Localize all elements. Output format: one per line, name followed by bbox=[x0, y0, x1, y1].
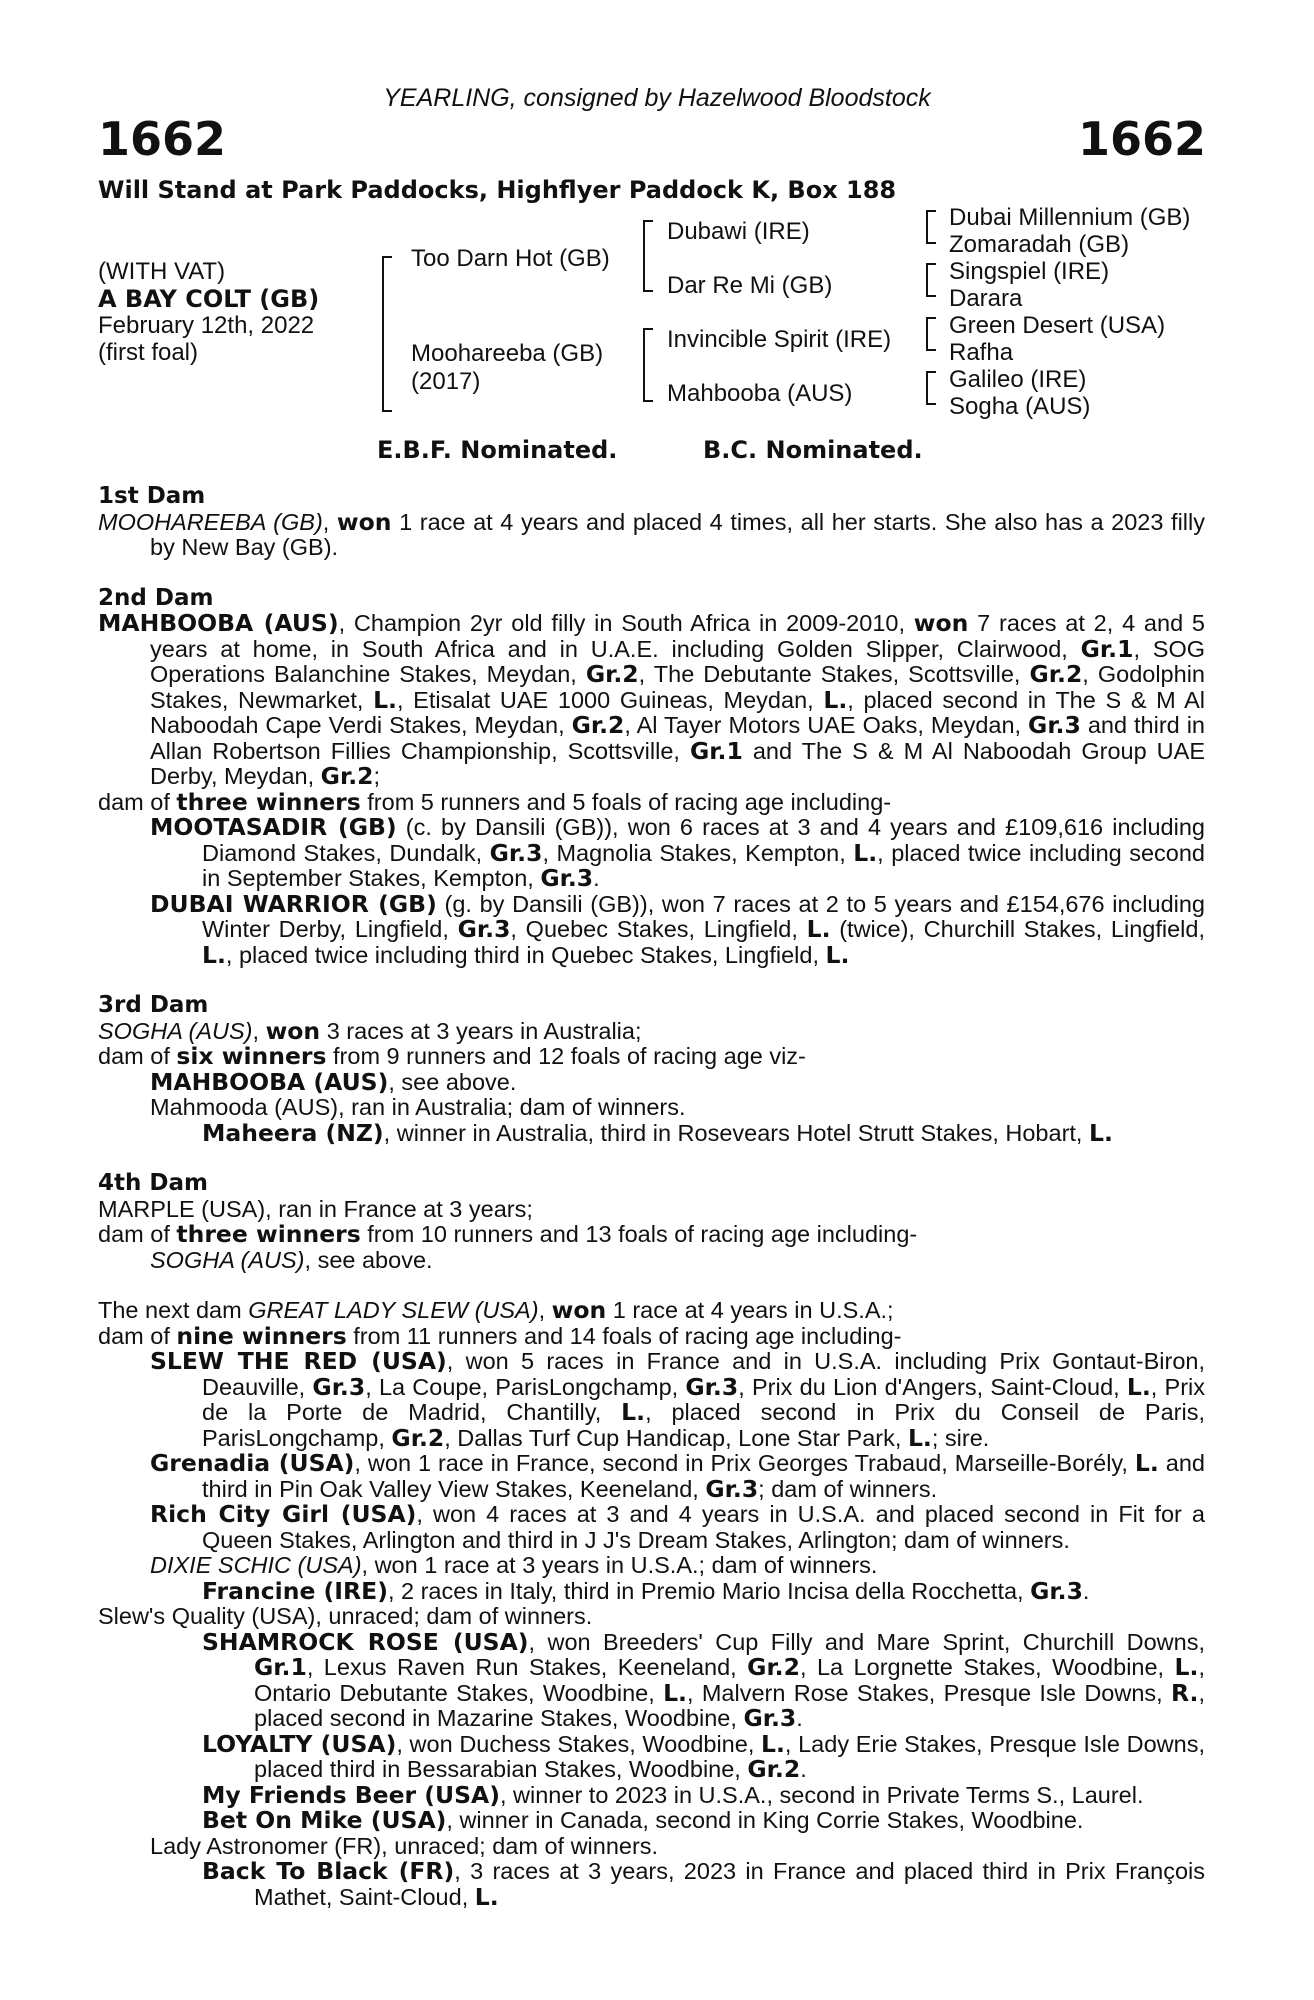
ancestor: Dubai Millennium (GB) bbox=[949, 204, 1191, 231]
produce-entry: SLEW THE RED (USA), won 5 races in France and in U.S.A. including Prix Gontaut-Biron, Deauville, Gr.3, La Coupe, ParisLongchamp, Gr.3, Prix du Lion d'Angers, Saint-Cloud, L., Prix de la Porte de Madrid, Chantilly, L., placed second in Prix du Conseil de Paris, ParisLongchamp, Gr.2, Dallas Turf Cup Handicap, Lone Star Park, L.; sire. bbox=[150, 1347, 1206, 1452]
dam-year: (2017) bbox=[411, 368, 481, 395]
ancestor: Rafha bbox=[949, 339, 1014, 366]
produce-entry: Lady Astronomer (FR), unraced; dam of winners. bbox=[150, 1832, 659, 1859]
section-heading: 1st Dam bbox=[98, 483, 206, 509]
ancestor: Singspiel (IRE) bbox=[949, 258, 1110, 285]
produce-entry: My Friends Beer (USA), winner to 2023 in U.S.A., second in Private Terms S., Laurel. bbox=[202, 1780, 1144, 1809]
dam: Moohareeba (GB) bbox=[411, 340, 604, 367]
pedigree-brace bbox=[643, 220, 653, 292]
produce-entry: LOYALTY (USA), won Duchess Stakes, Woodbine, L., Lady Erie Stakes, Presque Isle Downs, placed third in Bessarabian Stakes, Woodbine, Gr.2. bbox=[202, 1729, 1205, 1783]
produce-entry: SHAMROCK ROSE (USA), won Breeders' Cup Filly and Mare Sprint, Churchill Downs, Gr.1, Lexus Raven Run Stakes, Keeneland, Gr.2, La Lorgnette Stakes, Woodbine, L., Ontario Debutante Stakes, Woodbine, L., Malvern Rose Stakes, Presque Isle Downs, R., placed second in Mazarine Stakes, Woodbine, Gr.3. bbox=[202, 1627, 1205, 1732]
produce-summary: dam of nine winners from 11 runners and 14 foals of racing age including- bbox=[98, 1321, 902, 1350]
dam-record: MAHBOOBA (AUS), Champion 2yr old filly in South Africa in 2009-2010, won 7 races at 2, 4 and 5 years at home, in South Africa and in U.A.E. including Golden Slipper, Clairwood, Gr.1, SOG Operations Balanchine Stakes, Meydan, Gr.2, The Debutante Stakes, Scottsville, Gr.2, Godolphin Stakes, Newmarket, L., Etisalat UAE 1000 Guineas, Meydan, L., placed second in The S & M Al Naboodah Cape Verdi Stakes, Meydan, Gr.2, Al Tayer Motors UAE Oaks, Meydan, Gr.3 and third in Allan Robertson Fillies Championship, Scottsville, Gr.1 and The S & M Al Naboodah Group UAE Derby, Meydan, Gr.2; bbox=[98, 609, 1206, 790]
pedigree-brace bbox=[926, 263, 936, 297]
dam-sire: Invincible Spirit (IRE) bbox=[667, 326, 892, 353]
vat-note: (WITH VAT) bbox=[98, 258, 226, 285]
dam-record: The next dam GREAT LADY SLEW (USA), won 1 race at 4 years in U.S.A.; bbox=[98, 1296, 894, 1324]
pedigree-brace bbox=[643, 328, 653, 402]
produce-entry: Back To Black (FR), 3 races at 3 years, 2023 in France and placed third in Prix François Mathet, Saint-Cloud, L. bbox=[202, 1857, 1205, 1911]
produce-entry: Maheera (NZ), winner in Australia, third in Rosevears Hotel Strutt Stakes, Hobart, L. bbox=[202, 1118, 1113, 1147]
lot-number-left: 1662 bbox=[98, 112, 227, 166]
produce-entry: Francine (IRE), 2 races in Italy, third in Premio Mario Incisa della Rocchetta, Gr.3. bbox=[202, 1576, 1090, 1605]
catalogue-body bbox=[98, 484, 1205, 1910]
ancestor: Green Desert (USA) bbox=[949, 312, 1166, 339]
horse-name: A BAY COLT (GB) bbox=[98, 285, 320, 313]
dam-dam: Mahbooba (AUS) bbox=[667, 380, 853, 407]
pedigree-brace bbox=[926, 317, 936, 351]
produce-entry: MAHBOOBA (AUS), see above. bbox=[150, 1067, 517, 1096]
produce-entry: SOGHA (AUS), see above. bbox=[150, 1246, 433, 1273]
pedigree-brace bbox=[926, 371, 936, 405]
section-heading: 3rd Dam bbox=[98, 992, 209, 1018]
dam-record: MOOHAREEBA (GB), won 1 race at 4 years and placed 4 times, all her starts. She also has a 2023 filly by New Bay (GB). bbox=[98, 507, 1205, 560]
consignment-line: YEARLING, consigned by Hazelwood Bloodstock bbox=[383, 84, 931, 112]
produce-entry: Slew's Quality (USA), unraced; dam of winners. bbox=[98, 1603, 593, 1629]
ancestor: Sogha (AUS) bbox=[949, 393, 1091, 420]
produce-entry: Mahmooda (AUS), ran in Australia; dam of winners. bbox=[150, 1094, 686, 1120]
lot-number-right: 1662 bbox=[1077, 112, 1206, 166]
foal-note: (first foal) bbox=[98, 339, 199, 366]
ancestor: Galileo (IRE) bbox=[949, 366, 1087, 393]
dam-record: SOGHA (AUS), won 3 races at 3 years in Australia; bbox=[98, 1016, 642, 1045]
produce-entry: DUBAI WARRIOR (GB) (g. by Dansili (GB)), won 7 races at 2 to 5 years and £154,676 including Winter Derby, Lingfield, Gr.3, Quebec Stakes, Lingfield, L. (twice), Churchill Stakes, Lingfield, L., placed twice including third in Quebec Stakes, Lingfield, L. bbox=[150, 889, 1206, 969]
foaled-date: February 12th, 2022 bbox=[98, 312, 315, 339]
section-heading: 2nd Dam bbox=[98, 584, 214, 611]
produce-entry: MOOTASADIR (GB) (c. by Dansili (GB)), won 6 races at 3 and 4 years and £109,616 including Diamond Stakes, Dundalk, Gr.3, Magnolia Stakes, Kempton, L., placed twice including second in September Stakes, Kempton, Gr.3. bbox=[150, 813, 1205, 892]
ancestor: Zomaradah (GB) bbox=[949, 231, 1130, 258]
ancestor: Darara bbox=[949, 285, 1023, 312]
sire-dam: Dar Re Mi (GB) bbox=[667, 272, 833, 299]
ebf-nomination: E.B.F. Nominated. bbox=[377, 436, 618, 464]
sire: Too Darn Hot (GB) bbox=[411, 245, 610, 272]
section-heading: 4th Dam bbox=[98, 1170, 208, 1196]
produce-entry: DIXIE SCHIC (USA), won 1 race at 3 years in U.S.A.; dam of winners. bbox=[150, 1552, 878, 1578]
produce-summary: dam of six winners from 9 runners and 12 foals of racing age viz- bbox=[98, 1042, 806, 1070]
produce-summary: dam of three winners from 5 runners and 5 foals of racing age including- bbox=[98, 787, 892, 816]
sire-sire: Dubawi (IRE) bbox=[667, 218, 810, 245]
produce-entry: Bet On Mike (USA), winner in Canada, second in King Corrie Stakes, Woodbine. bbox=[202, 1806, 1084, 1834]
stand-location: Will Stand at Park Paddocks, Highflyer Paddock K, Box 188 bbox=[98, 176, 897, 204]
bc-nomination: B.C. Nominated. bbox=[703, 436, 923, 464]
produce-summary: dam of three winners from 10 runners and 13 foals of racing age including- bbox=[98, 1220, 918, 1248]
pedigree-brace bbox=[382, 256, 392, 412]
dam-record: MARPLE (USA), ran in France at 3 years; bbox=[98, 1195, 533, 1222]
produce-entry: Grenadia (USA), won 1 race in France, second in Prix Georges Trabaud, Marseille-Borély, L. and third in Pin Oak Valley View Stakes, Keeneland, Gr.3; dam of winners. bbox=[150, 1449, 1205, 1503]
pedigree-brace bbox=[926, 210, 936, 244]
produce-entry: Rich City Girl (USA), won 4 races at 3 and 4 years in U.S.A. and placed second in Fit for a Queen Stakes, Arlington and third in J J's Dream Stakes, Arlington; dam of winners. bbox=[150, 1500, 1205, 1553]
